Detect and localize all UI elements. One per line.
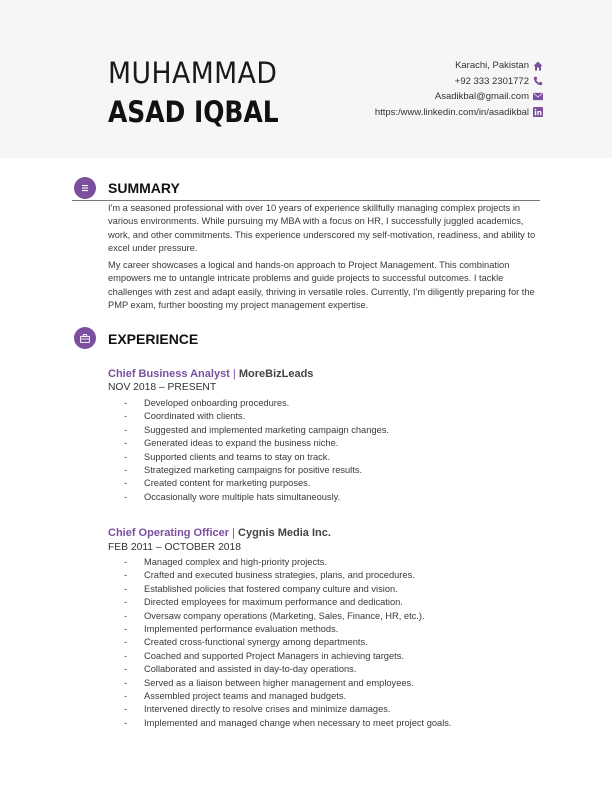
job-company: Cygnis Media Inc. xyxy=(238,527,331,539)
list-item: - Occasionally wore multiple hats simultaneously. xyxy=(124,491,341,502)
list-item: - Crafted and executed business strategies, plans, and procedures. xyxy=(124,570,415,581)
list-item: - Assembled project teams and managed budgets. xyxy=(124,690,347,701)
contact-email[interactable] xyxy=(375,89,543,105)
email-text[interactable]: Asadikbal@gmail.com xyxy=(434,91,529,103)
list-item: - Served as a liaison between higher management and employees. xyxy=(124,677,414,688)
job-bullets xyxy=(124,397,389,504)
job-dates: NOV 2018 – PRESENT xyxy=(108,382,217,393)
contact-phone xyxy=(375,74,543,90)
list-item: - Generated ideas to expand the business niche. xyxy=(124,438,339,449)
list-item: - Intervened directly to resolve crises and minimize damages. xyxy=(124,704,391,715)
job-company: MoreBizLeads xyxy=(238,368,314,380)
first-name: MUHAMMAD xyxy=(108,56,278,90)
contact-block xyxy=(375,58,543,120)
experience-title: EXPERIENCE xyxy=(108,331,199,347)
resume-header xyxy=(0,0,612,158)
home-icon xyxy=(533,61,543,71)
job-bullets xyxy=(124,556,452,730)
list-icon xyxy=(74,177,96,199)
job-heading xyxy=(108,368,313,380)
linkedin-icon xyxy=(533,107,543,117)
contact-linkedin[interactable] xyxy=(375,105,543,121)
list-item: - Collaborated and assisted in day-to-day operations. xyxy=(124,664,357,675)
list-item: - Oversaw company operations (Marketing, Sales, Finance, HR, etc.). xyxy=(124,610,425,621)
linkedin-link[interactable]: https:/www.linkedin.com/in/asadikbal xyxy=(374,106,529,118)
summary-paragraph-1: I'm a seasoned professional with over 10 years of experience skillfully managing complex projects in various environments. While pursuing my MBA with a focus on HR, I successfully juggled academics, work, and other commitments. This experience underscored my self-motivation, readiness, and ability to excel under pressure. xyxy=(108,203,536,253)
list-item: - Suggested and implemented marketing campaign changes. xyxy=(124,424,389,435)
contact-location xyxy=(375,58,543,74)
list-item: - Coordinated with clients. xyxy=(124,411,246,422)
summary-paragraph-2: My career showcases a logical and hands-on approach to Project Management. This combination empowers me to untangle intricate problems and guide projects to successful outcomes. I tackle challenges with zest and adapt easily, thriving in versatile roles. Currently, I'm diligently preparing for the PMP exam, further boosting my project management expertise. xyxy=(108,260,535,310)
phone-text: +92 333 2301772 xyxy=(454,75,529,87)
list-item: - Managed complex and high-priority projects. xyxy=(124,557,327,567)
job-separator: | xyxy=(232,527,235,539)
last-name: ASAD IQBAL xyxy=(108,95,279,129)
list-item: - Supported clients and teams to stay on track. xyxy=(124,451,331,462)
list-item: - Implemented and managed change when necessary to meet project goals. xyxy=(124,717,452,728)
list-item: - Directed employees for maximum performance and dedication. xyxy=(124,597,403,608)
summary-title: SUMMARY xyxy=(108,180,180,196)
location-text: Karachi, Pakistan xyxy=(455,60,529,72)
briefcase-icon xyxy=(74,327,96,349)
job-role: Chief Operating Officer xyxy=(108,527,230,539)
job-separator: | xyxy=(232,368,236,380)
list-item: - Strategized marketing campaigns for positive results. xyxy=(124,464,363,475)
list-item: - Developed onboarding procedures. xyxy=(124,398,290,408)
job-role: Chief Business Analyst xyxy=(108,368,230,380)
job-dates: FEB 2011 – OCTOBER 2018 xyxy=(108,542,241,553)
summary-divider xyxy=(72,200,540,201)
email-icon xyxy=(533,92,543,102)
list-item: - Implemented performance evaluation methods. xyxy=(124,623,339,634)
phone-icon xyxy=(533,76,543,86)
list-item: - Established policies that fostered company culture and vision. xyxy=(124,583,398,594)
job-heading xyxy=(108,527,331,539)
list-item: - Coached and supported Project Managers in achieving targets. xyxy=(124,650,404,661)
list-item: - Created cross-functional synergy among departments. xyxy=(124,637,368,648)
list-item: - Created content for marketing purposes. xyxy=(124,478,311,489)
